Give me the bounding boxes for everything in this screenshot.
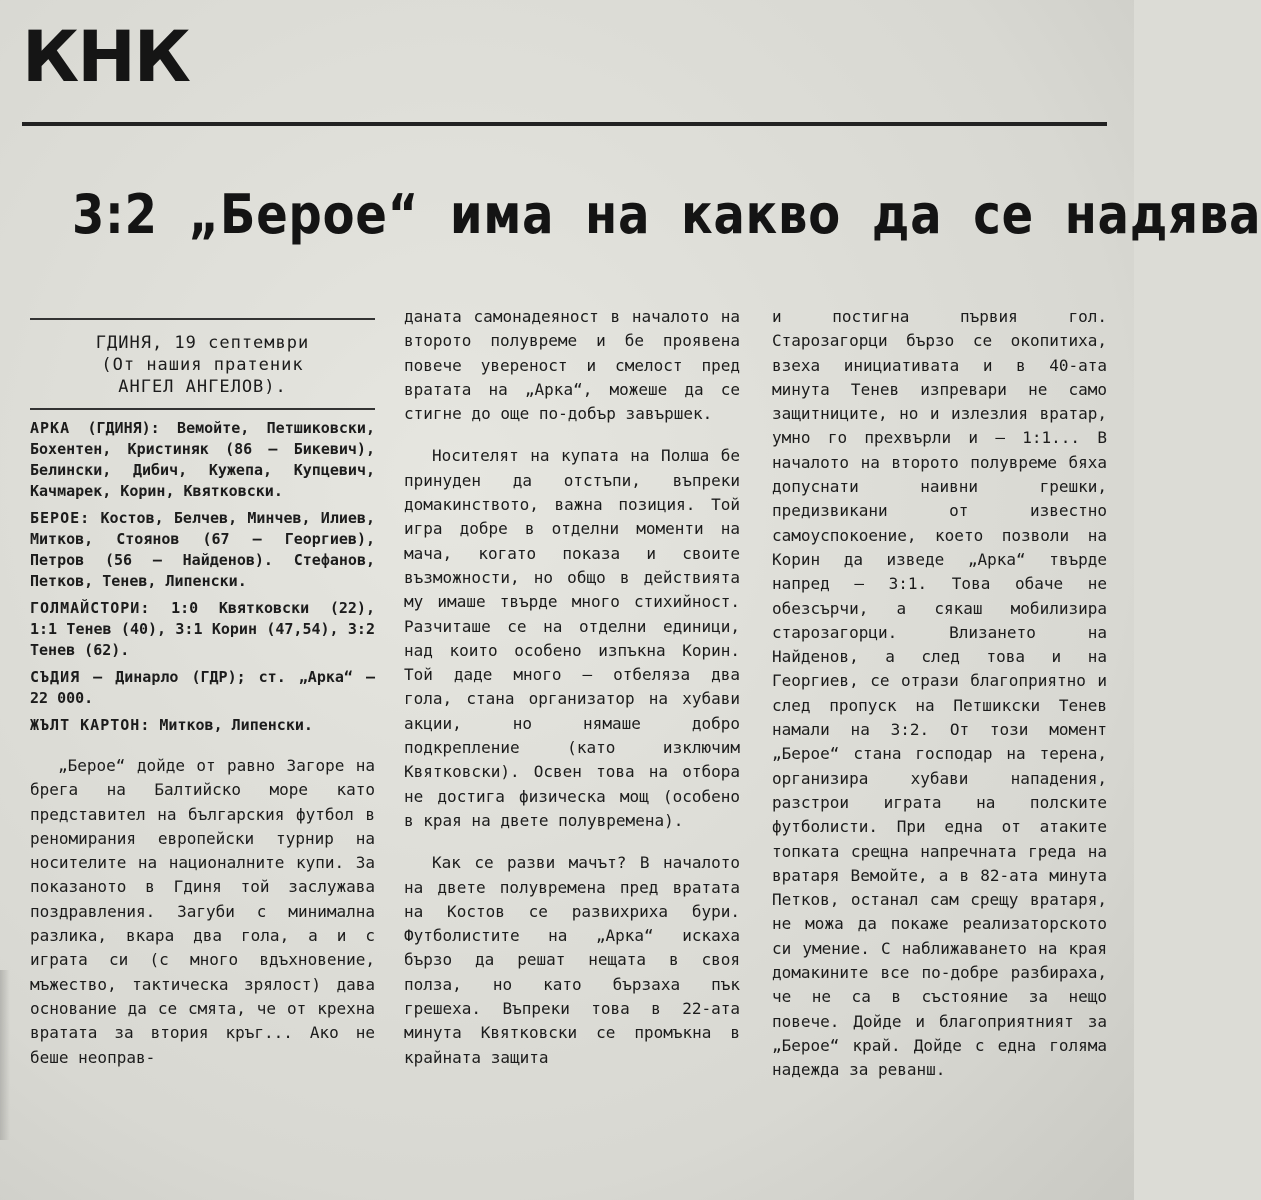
article-paragraph: даната самонадеяност в началото на второто полувреме и бе проявена повече увереност и смелост пред вратата на „Арка“, можеше да се стигне до още по-добър завършек. — [404, 307, 740, 424]
goal-scorers-label: ГОЛМАЙСТОРИ: — [30, 599, 151, 617]
article-headline: 3:2 „Берое“ има на какво да се надява — [72, 183, 1261, 246]
goal-scorers-text: 1:0 Квятковски (22), 1:1 Тенев (40), 3:1 Корин (47,54), 3:2 Тенев (62). — [30, 599, 375, 659]
lineup-arka-label: АРКА — [30, 419, 71, 437]
referee-label: СЪДИЯ — [30, 668, 81, 686]
yellow-cards-text: Митков, Липенски. — [159, 716, 313, 734]
article-column-3 — [772, 305, 1107, 1083]
lineup-beroe-label: БЕРОЕ: — [30, 509, 91, 527]
article-column-1 — [30, 318, 375, 1070]
dateline: ГДИНЯ, 19 септември — [95, 333, 310, 353]
lineup-arka-text: (ГДИНЯ): Вемойте, Петшиковски, Бохентен, Кристиняк (86 — Бикевич), Белински, Дибич, Кужепа, Купцевич, Качмарек, Корин, Квятковски. — [30, 419, 375, 500]
article-column-2 — [404, 305, 740, 1070]
referee-text: — Динарло (ГДР); ст. „Арка“ — 22 000. — [30, 668, 375, 707]
byline-source: (От нашия пратеник — [101, 355, 304, 375]
section-title: КНК — [22, 16, 190, 98]
article-paragraph: Как се разви мачът? В началото на двете полувремена пред вратата на Костов се развихриха бури. Футболистите на „Арка“ искаха бързо да решат нещата в своя полза, но като бързаха пък грешеха. Въпреки това в 22-ата минута Квятковски се промъкна в крайната защита — [404, 853, 740, 1067]
lineup-beroe — [30, 508, 375, 592]
yellow-cards — [30, 715, 375, 736]
article-paragraph: Носителят на купата на Полша бе принуден да отстъпи, въпреки домакинството, важна позиция. Той игра добре в отделни моменти на мача, когато показа и своите възможности, но общо в действията му имаше твърде много стихийност. Разчиташе се на отделни единици, над които особено изпъкна Корин. Той даде много — отбеляза два гола, стана организатор на хубави акции, но нямаше добро подкрепление (като изключим Квятковски). Освен това на отбора не достига физическа мощ (особено в края на двете полувремена). — [404, 446, 740, 830]
byline-author: АНГЕЛ АНГЕЛОВ). — [118, 377, 287, 397]
goal-scorers — [30, 598, 375, 661]
lineup-beroe-text: Костов, Белчев, Минчев, Илиев, Митков, Стоянов (67 — Георгиев), Петров (56 — Найденов). Стефанов, Петков, Тенев, Липенски. — [30, 509, 375, 590]
yellow-cards-label: ЖЪЛТ КАРТОН: — [30, 716, 151, 734]
page-fold-shadow — [0, 970, 10, 1140]
referee-info — [30, 667, 375, 709]
lineup-arka — [30, 418, 375, 502]
article-paragraph: „Берое“ дойде от равно Загоре на брега на Балтийско море като представител на българския футбол в реномирания европейски турнир на носителите на националните купи. За показаното в Гдиня той заслужава поздравления. Загуби с минимална разлика, вкара два гола, а и с играта си (с много вдъхновение, мъжество, тактическа зрялост) дава основание да се смята, че от крехна вратата за втория кръг... Ако не беше неоправ- — [30, 756, 375, 1067]
section-rule — [22, 122, 1107, 126]
article-paragraph: и постигна първия гол. Старозагорци бързо се окопитиха, взеха инициативата и в 40-ата минута Тенев изпревари не само защитниците, но и излезлия вратар, умно го прехвърли и — 1:1... В началото на второто полувреме бяха допуснати наивни грешки, предизвикани от известно самоуспокоение, което позволи на Корин да изведе „Арка“ твърде напред — 3:1. Това обаче не обезсърчи, а сякаш мобилизира старозагорци. Влизането на Найденов, а след това и на Георгиев, се отрази благоприятно и след пропуск на Петшикски Тенев намали на 3:2. От този момент „Берое“ стана господар на терена, организира хубави нападения, разстрои играта на полските футболисти. При една от атаките топката срещна напречната греда на вратаря Вемойте, а в 82-ата минута Петков, останал сам срещу вратаря, не можа да покаже реализаторското си умение. С наближаването на края домакините все по-добре разбираха, че не са в състояние за нещо повече. Дойде и благоприятният за „Берое“ край. Дойде с една голяма надежда за реванш. — [772, 307, 1107, 1080]
